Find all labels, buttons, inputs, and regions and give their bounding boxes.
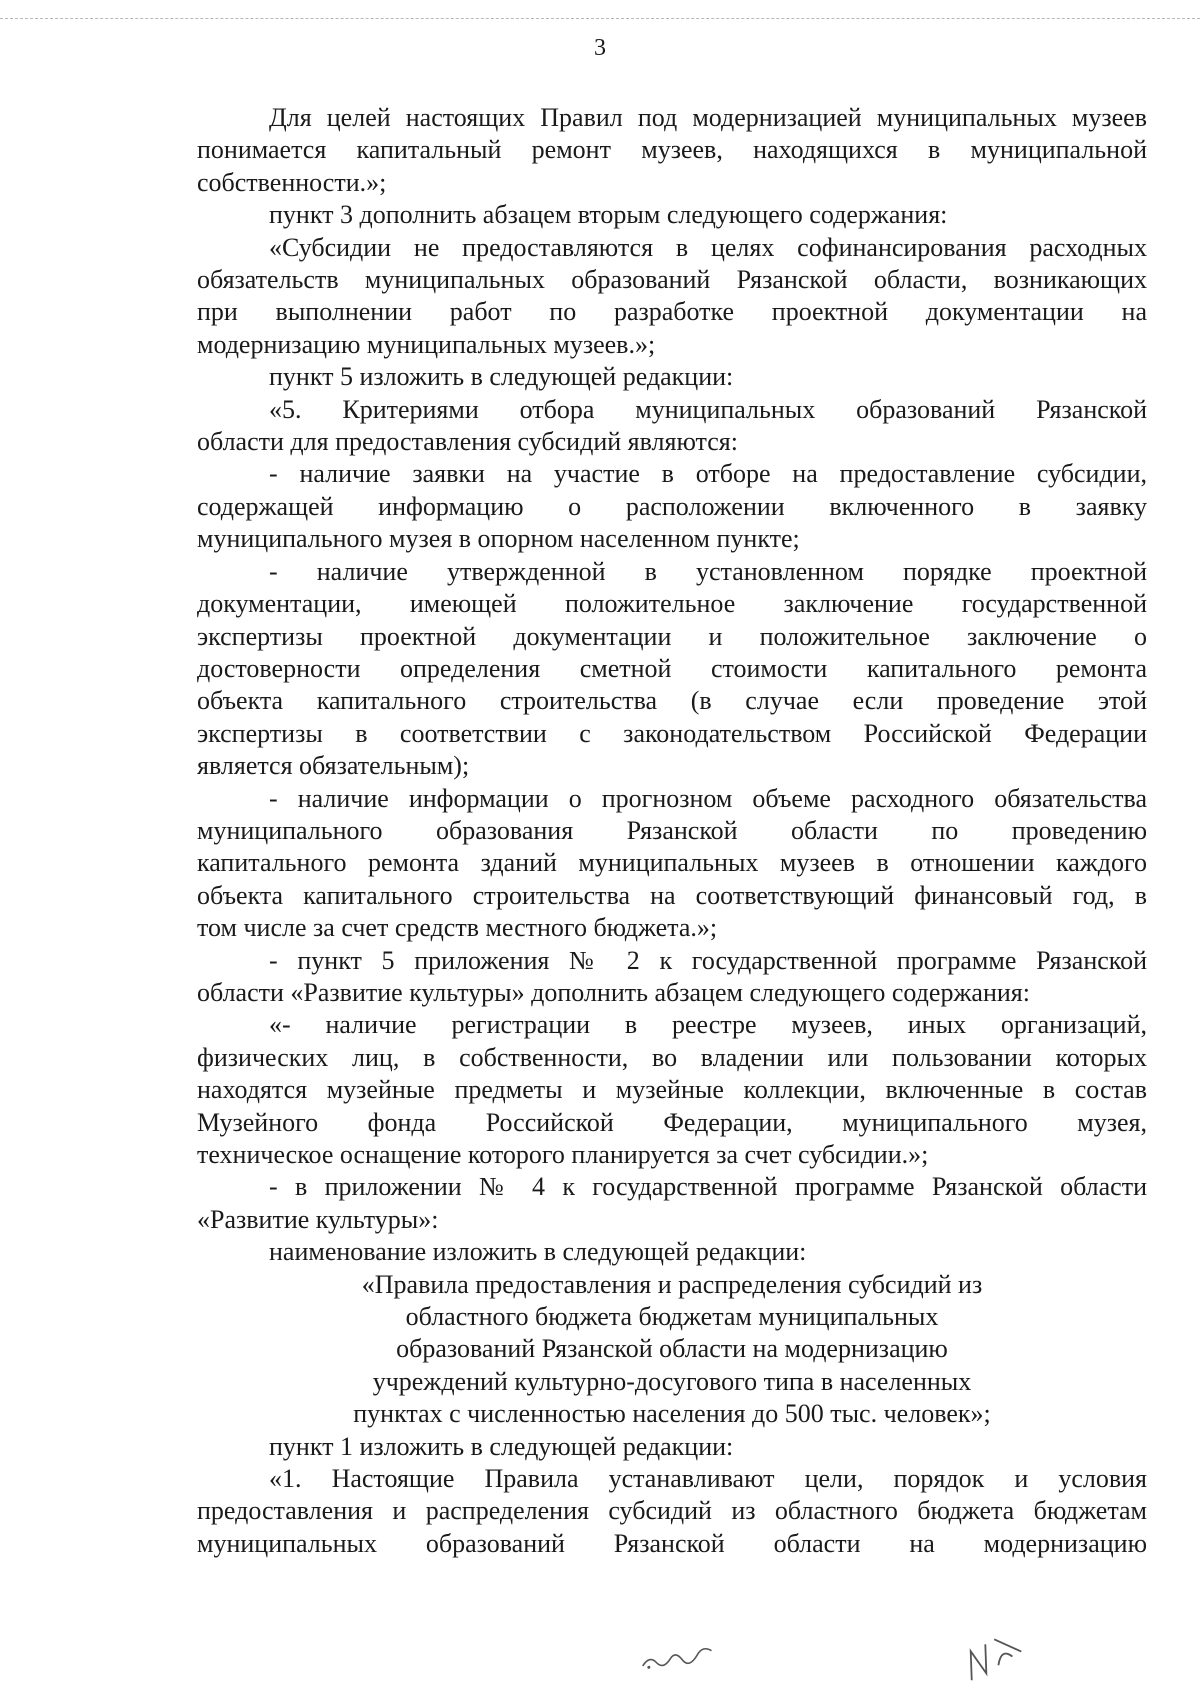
paragraph (197, 361, 1147, 393)
text-line: является обязательным); (197, 751, 470, 781)
text-line: пунктах с численностью населения до 500 тыс. человек»; (353, 1399, 991, 1429)
text-line: содержащей информацию о расположении включенного в заявку (197, 491, 1147, 521)
signature-scribble-icon (954, 1622, 1035, 1687)
text-line: пункт 1 изложить в следующей редакции: (269, 1431, 734, 1461)
text-line: предоставления и распределения субсидий из областного бюджета бюджетам (197, 1496, 1147, 1526)
text-line: Для целей настоящих Правил под модернизацией муниципальных музеев (269, 103, 1147, 132)
text-line: области для предоставления субсидий являются: (197, 427, 738, 457)
paragraph (197, 102, 1147, 199)
text-line: модернизацию муниципальных музеев.»; (197, 329, 656, 359)
text-line: техническое оснащение которого планируется за счет субсидии.»; (197, 1140, 929, 1169)
text-line: пункт 5 изложить в следующей редакции: (269, 362, 734, 392)
paragraph (197, 1431, 1147, 1463)
text-line: образований Рязанской области на модернизацию (396, 1334, 948, 1364)
text-line: наименование изложить в следующей редакции: (269, 1237, 807, 1267)
paragraph (197, 783, 1147, 945)
paragraph (197, 394, 1147, 459)
text-line: - пункт 5 приложения № 2 к государственной программе Рязанской (269, 945, 1147, 975)
page-number: 3 (594, 35, 606, 61)
paragraph (197, 1463, 1147, 1560)
text-line: пункт 3 дополнить абзацем вторым следующего содержания: (269, 200, 948, 230)
signature-scribble-icon (638, 1636, 721, 1674)
text-line: том числе за счет средств местного бюджета.»; (197, 913, 718, 943)
text-line: «Субсидии не предоставляются в целях софинансирования расходных (269, 232, 1147, 262)
paragraph (197, 199, 1147, 231)
text-line: объекта капитального строительства на соответствующий финансовый год, в (197, 880, 1147, 910)
text-line: - наличие информации о прогнозном объеме расходного обязательства (269, 783, 1147, 813)
text-line: достоверности определения сметной стоимости капитального ремонта (197, 653, 1147, 683)
text-line: «- наличие регистрации в реестре музеев, иных организаций, (269, 1010, 1147, 1040)
text-line: «Правила предоставления и распределения субсидий из (361, 1269, 983, 1299)
text-line: «5. Критериями отбора муниципальных образований Рязанской (269, 394, 1147, 424)
scan-edge-line (0, 18, 1200, 19)
paragraph (197, 556, 1147, 783)
text-line: обязательств муниципальных образований Рязанской области, возникающих (197, 265, 1147, 295)
text-line: понимается капитальный ремонт музеев, находящихся в муниципальной (197, 135, 1147, 165)
text-line: при выполнении работ по разработке проектной документации на (197, 297, 1147, 327)
text-line: области «Развитие культуры» дополнить абзацем следующего содержания: (197, 977, 1030, 1007)
text-line: муниципального образования Рязанской области по проведению (197, 815, 1147, 845)
text-line: физических лиц, в собственности, во владении или пользовании которых (197, 1042, 1147, 1072)
paragraph (197, 1236, 1147, 1268)
text-line: - наличие утвержденной в установленном порядке проектной (269, 556, 1147, 586)
document-body (197, 102, 1147, 1560)
text-line: документации, имеющей положительное заключение государственной (197, 589, 1147, 619)
text-line: учреждений культурно-досугового типа в населенных (372, 1366, 972, 1396)
text-line: муниципальных образований Рязанской области на модернизацию (197, 1528, 1147, 1558)
text-line: капитального ремонта зданий муниципальных музеев в отношении каждого (197, 848, 1147, 878)
handwritten-initials-left (638, 1636, 721, 1679)
paragraph (197, 232, 1147, 362)
centered-title (197, 1269, 1147, 1431)
paragraph (197, 458, 1147, 555)
handwritten-initials-right (954, 1622, 1037, 1693)
text-line: муниципального музея в опорном населенном пункте; (197, 524, 800, 554)
text-line: находятся музейные предметы и музейные коллекции, включенные в состав (197, 1075, 1147, 1105)
text-line: «Развитие культуры»: (197, 1204, 439, 1234)
text-line: экспертизы в соответствии с законодательством Российской Федерации (197, 718, 1147, 748)
text-line: Музейного фонда Российской Федерации, муниципального музея, (197, 1107, 1147, 1137)
text-line: собственности.»; (197, 167, 387, 197)
paragraph (197, 1009, 1147, 1171)
text-line: «1. Настоящие Правила устанавливают цели, порядок и условия (269, 1464, 1147, 1494)
text-line: областного бюджета бюджетам муниципальных (405, 1302, 939, 1332)
text-line: - в приложении № 4 к государственной программе Рязанской области (269, 1172, 1147, 1202)
text-line: объекта капитального строительства (в случае если проведение этой (197, 686, 1147, 716)
text-line: экспертизы проектной документации и положительное заключение о (197, 621, 1147, 651)
text-line: - наличие заявки на участие в отборе на предоставление субсидии, (269, 459, 1147, 489)
paragraph (197, 945, 1147, 1010)
paragraph (197, 1171, 1147, 1236)
